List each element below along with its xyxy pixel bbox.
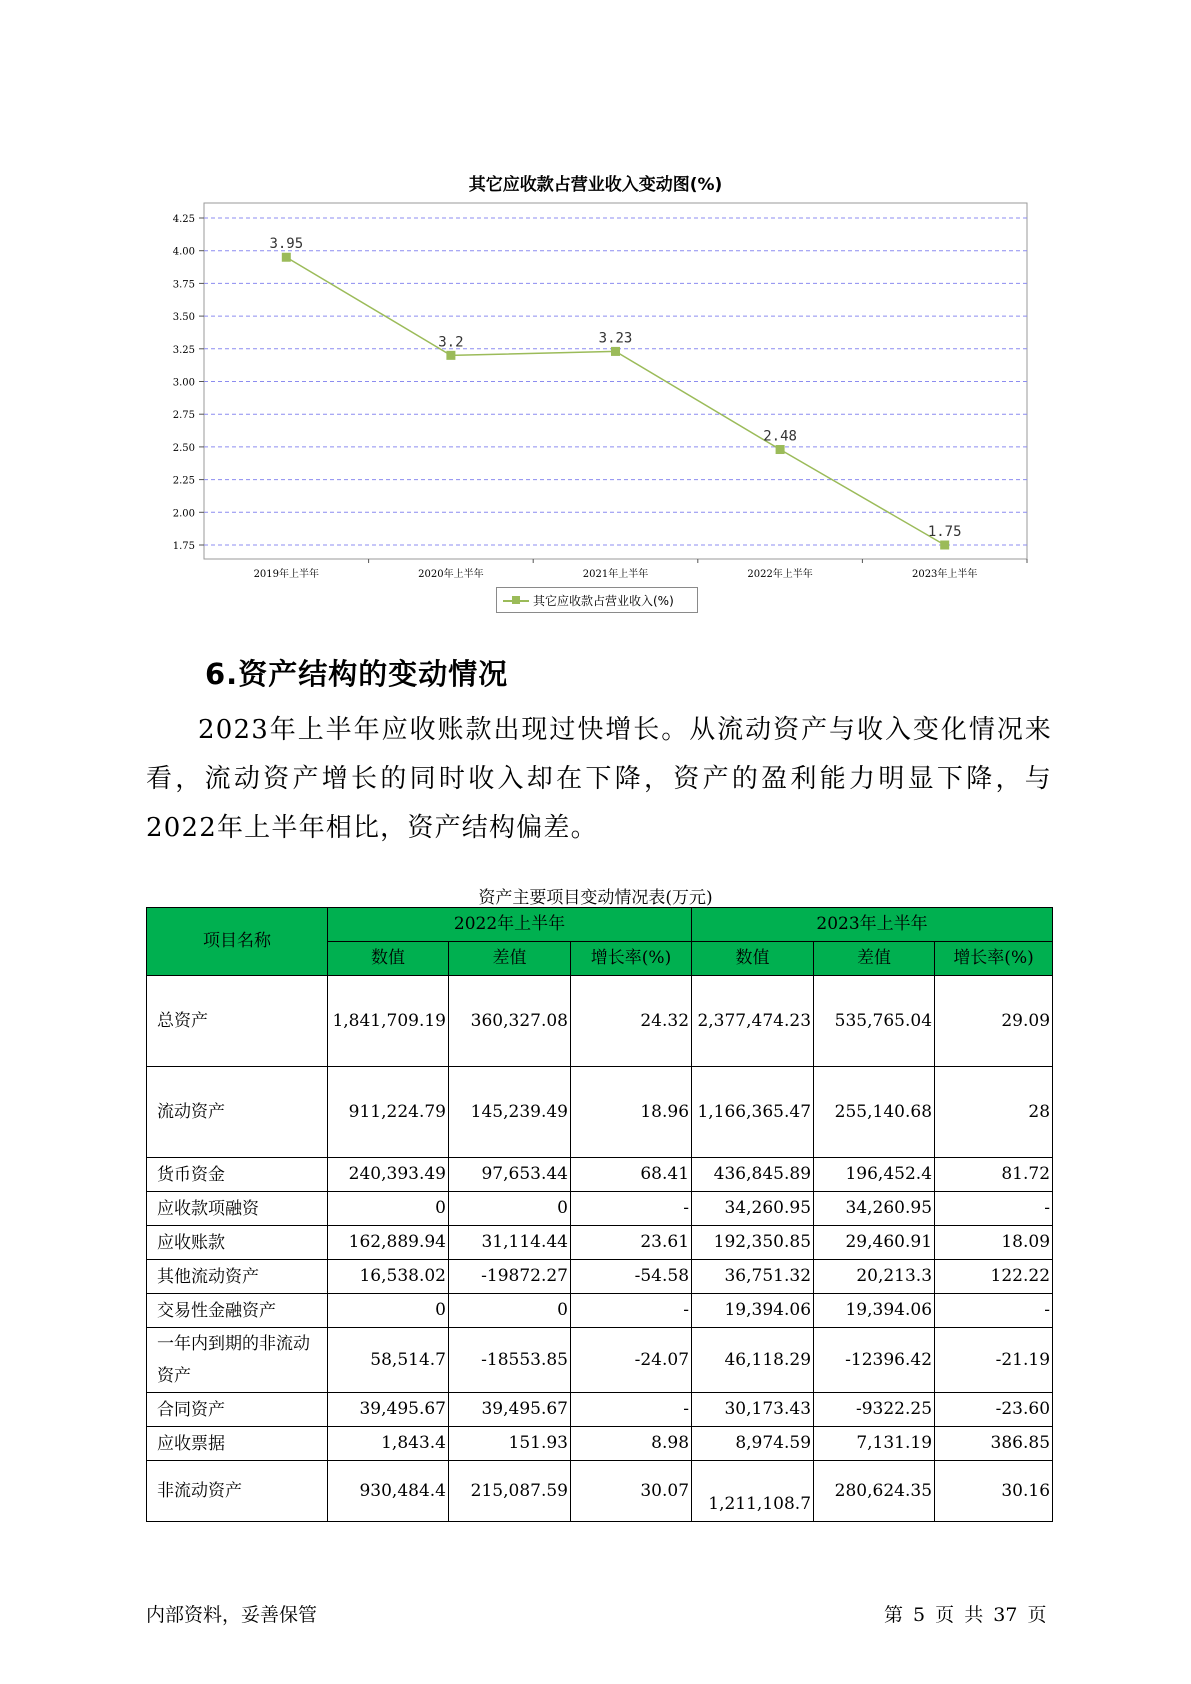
cell-growth-2022: 18.96 xyxy=(571,1067,692,1158)
section-paragraph: 2023年上半年应收账款出现过快增长。从流动资产与收入变化情况来看，流动资产增长的同时收入却在下降，资产的盈利能力明显下降，与2022年上半年相比，资产结构偏差。 xyxy=(146,715,1052,843)
header-growth-2022: 增长率(%) xyxy=(571,942,692,976)
section-heading: 6.资产结构的变动情况 xyxy=(205,657,509,691)
cell-growth-2023: 28 xyxy=(935,1067,1053,1158)
cell-diff-2023: -12396.42 xyxy=(814,1328,935,1393)
cell-diff-2022: 215,087.59 xyxy=(449,1461,571,1522)
cell-diff-2023: 535,765.04 xyxy=(814,976,935,1067)
cell-value-2022: 0 xyxy=(328,1192,449,1226)
header-value-2023: 数值 xyxy=(692,942,814,976)
cell-value-2022: 911,224.79 xyxy=(328,1067,449,1158)
row-item-name: 交易性金融资产 xyxy=(147,1294,328,1328)
cell-growth-2023: -23.60 xyxy=(935,1393,1053,1427)
cell-value-2023: 8,974.59 xyxy=(692,1427,814,1461)
header-diff-2022: 差值 xyxy=(449,942,571,976)
table-row xyxy=(147,1260,1053,1294)
y-tick-label: 2.50 xyxy=(172,442,195,454)
cell-diff-2023: 20,213.3 xyxy=(814,1260,935,1294)
header-group-2022: 2022年上半年 xyxy=(328,908,692,942)
cell-growth-2023: 18.09 xyxy=(935,1226,1053,1260)
table-row xyxy=(147,1192,1053,1226)
cell-diff-2023: 280,624.35 xyxy=(814,1461,935,1522)
y-tick-label: 3.25 xyxy=(172,344,195,356)
row-item-name: 应收票据 xyxy=(147,1427,328,1461)
cell-growth-2023: - xyxy=(935,1192,1053,1226)
cell-diff-2023: 196,452.4 xyxy=(814,1158,935,1192)
x-tick-label: 2021年上半年 xyxy=(582,569,649,580)
asset-change-table xyxy=(146,907,1053,1522)
cell-value-2023: 30,173.43 xyxy=(692,1393,814,1427)
y-tick-label: 2.75 xyxy=(172,410,195,422)
data-label: 3.23 xyxy=(598,330,633,347)
cell-growth-2022: 23.61 xyxy=(571,1226,692,1260)
cell-growth-2022: 30.07 xyxy=(571,1461,692,1522)
table-row xyxy=(147,1226,1053,1260)
cell-growth-2023: -21.19 xyxy=(935,1328,1053,1393)
cell-diff-2023: 29,460.91 xyxy=(814,1226,935,1260)
cell-value-2022: 0 xyxy=(328,1294,449,1328)
cell-growth-2022: - xyxy=(571,1192,692,1226)
data-point-marker xyxy=(940,541,949,550)
data-label: 1.75 xyxy=(927,524,962,540)
cell-diff-2022: 360,327.08 xyxy=(449,976,571,1067)
table-row xyxy=(147,1427,1053,1461)
row-item-name: 应收账款 xyxy=(147,1226,328,1260)
data-point-marker xyxy=(611,347,620,356)
plot-area xyxy=(204,203,1027,559)
cell-diff-2023: -9322.25 xyxy=(814,1393,935,1427)
cell-value-2023: 46,118.29 xyxy=(692,1328,814,1393)
data-label: 2.48 xyxy=(763,428,797,445)
row-item-name: 流动资产 xyxy=(147,1067,328,1158)
cell-value-2022: 240,393.49 xyxy=(328,1158,449,1192)
x-tick-label: 2022年上半年 xyxy=(747,569,813,580)
cell-value-2022: 1,841,709.19 xyxy=(328,976,449,1067)
data-label: 3.2 xyxy=(438,334,464,351)
row-item-name: 一年内到期的非流动资产 xyxy=(147,1328,328,1393)
table-row xyxy=(147,1328,1053,1393)
x-tick-label: 2020年上半年 xyxy=(418,569,484,580)
y-tick-label: 3.50 xyxy=(172,312,195,324)
cell-diff-2023: 7,131.19 xyxy=(814,1427,935,1461)
table-row xyxy=(147,1393,1053,1427)
cell-value-2022: 1,843.4 xyxy=(328,1427,449,1461)
header-item-name: 项目名称 xyxy=(147,908,328,976)
cell-value-2023: 1,166,365.47 xyxy=(692,1067,814,1158)
cell-growth-2023: 81.72 xyxy=(935,1158,1053,1192)
data-point-marker xyxy=(446,351,455,360)
cell-value-2023: 34,260.95 xyxy=(692,1192,814,1226)
cell-growth-2023: - xyxy=(935,1294,1053,1328)
cell-growth-2022: 8.98 xyxy=(571,1427,692,1461)
y-tick-label: 2.00 xyxy=(172,508,195,520)
cell-diff-2022: -19872.27 xyxy=(449,1260,571,1294)
cell-growth-2022: 24.32 xyxy=(571,976,692,1067)
x-tick-label: 2023年上半年 xyxy=(911,569,978,580)
row-item-name: 非流动资产 xyxy=(147,1461,328,1522)
footer-confidential-note: 内部资料，妥善保管 xyxy=(146,1604,318,1626)
cell-diff-2022: -18553.85 xyxy=(449,1328,571,1393)
data-label: 3.95 xyxy=(269,236,304,253)
header-value-2022: 数值 xyxy=(328,942,449,976)
cell-value-2022: 16,538.02 xyxy=(328,1260,449,1294)
cell-diff-2022: 151.93 xyxy=(449,1427,571,1461)
cell-diff-2022: 31,114.44 xyxy=(449,1226,571,1260)
cell-value-2023: 192,350.85 xyxy=(692,1226,814,1260)
cell-value-2022: 930,484.4 xyxy=(328,1461,449,1522)
chart-title: 其它应收款占营业收入变动图(%) xyxy=(468,175,723,195)
cell-growth-2023: 30.16 xyxy=(935,1461,1053,1522)
cell-value-2023: 19,394.06 xyxy=(692,1294,814,1328)
table-row xyxy=(147,1294,1053,1328)
cell-growth-2022: - xyxy=(571,1294,692,1328)
cell-value-2022: 162,889.94 xyxy=(328,1226,449,1260)
row-item-name: 应收款项融资 xyxy=(147,1192,328,1226)
cell-growth-2023: 29.09 xyxy=(935,976,1053,1067)
cell-growth-2023: 386.85 xyxy=(935,1427,1053,1461)
chart-legend xyxy=(496,587,698,613)
legend-line-marker-icon xyxy=(503,593,529,607)
table-row xyxy=(147,1067,1053,1158)
cell-value-2023: 2,377,474.23 xyxy=(692,976,814,1067)
data-point-marker xyxy=(282,253,291,262)
row-item-name: 总资产 xyxy=(147,976,328,1067)
cell-value-2022: 58,514.7 xyxy=(328,1328,449,1393)
row-item-name: 其他流动资产 xyxy=(147,1260,328,1294)
y-tick-label: 3.75 xyxy=(172,279,195,291)
y-tick-label: 3.00 xyxy=(172,377,195,389)
data-point-marker xyxy=(776,445,785,454)
cell-value-2023: 36,751.32 xyxy=(692,1260,814,1294)
y-tick-label: 1.75 xyxy=(172,541,195,552)
cell-growth-2022: -24.07 xyxy=(571,1328,692,1393)
line-chart xyxy=(0,0,1191,600)
cell-diff-2022: 0 xyxy=(449,1294,571,1328)
cell-growth-2022: -54.58 xyxy=(571,1260,692,1294)
header-group-2023: 2023年上半年 xyxy=(692,908,1053,942)
y-tick-label: 4.25 xyxy=(172,214,195,225)
cell-diff-2022: 0 xyxy=(449,1192,571,1226)
header-growth-2023: 增长率(%) xyxy=(935,942,1053,976)
cell-value-2023: 436,845.89 xyxy=(692,1158,814,1192)
row-item-name: 合同资产 xyxy=(147,1393,328,1427)
table-caption: 资产主要项目变动情况表(万元) xyxy=(478,888,713,908)
cell-growth-2022: 68.41 xyxy=(571,1158,692,1192)
y-tick-label: 4.00 xyxy=(172,246,195,258)
cell-diff-2023: 255,140.68 xyxy=(814,1067,935,1158)
cell-diff-2023: 19,394.06 xyxy=(814,1294,935,1328)
cell-diff-2022: 97,653.44 xyxy=(449,1158,571,1192)
legend-label: 其它应收款占营业收入(%) xyxy=(533,593,674,608)
cell-value-2023: 1,211,108.7 xyxy=(692,1461,814,1522)
table-row xyxy=(147,1461,1053,1522)
cell-diff-2022: 145,239.49 xyxy=(449,1067,571,1158)
footer-page-number: 第 5 页 共 37 页 xyxy=(884,1604,1047,1626)
y-tick-label: 2.25 xyxy=(172,475,195,487)
cell-growth-2022: - xyxy=(571,1393,692,1427)
table-row xyxy=(147,1158,1053,1192)
header-diff-2023: 差值 xyxy=(814,942,935,976)
cell-growth-2023: 122.22 xyxy=(935,1260,1053,1294)
x-tick-label: 2019年上半年 xyxy=(253,569,320,580)
cell-diff-2023: 34,260.95 xyxy=(814,1192,935,1226)
row-item-name: 货币资金 xyxy=(147,1158,328,1192)
cell-diff-2022: 39,495.67 xyxy=(449,1393,571,1427)
table-row xyxy=(147,976,1053,1067)
cell-value-2022: 39,495.67 xyxy=(328,1393,449,1427)
